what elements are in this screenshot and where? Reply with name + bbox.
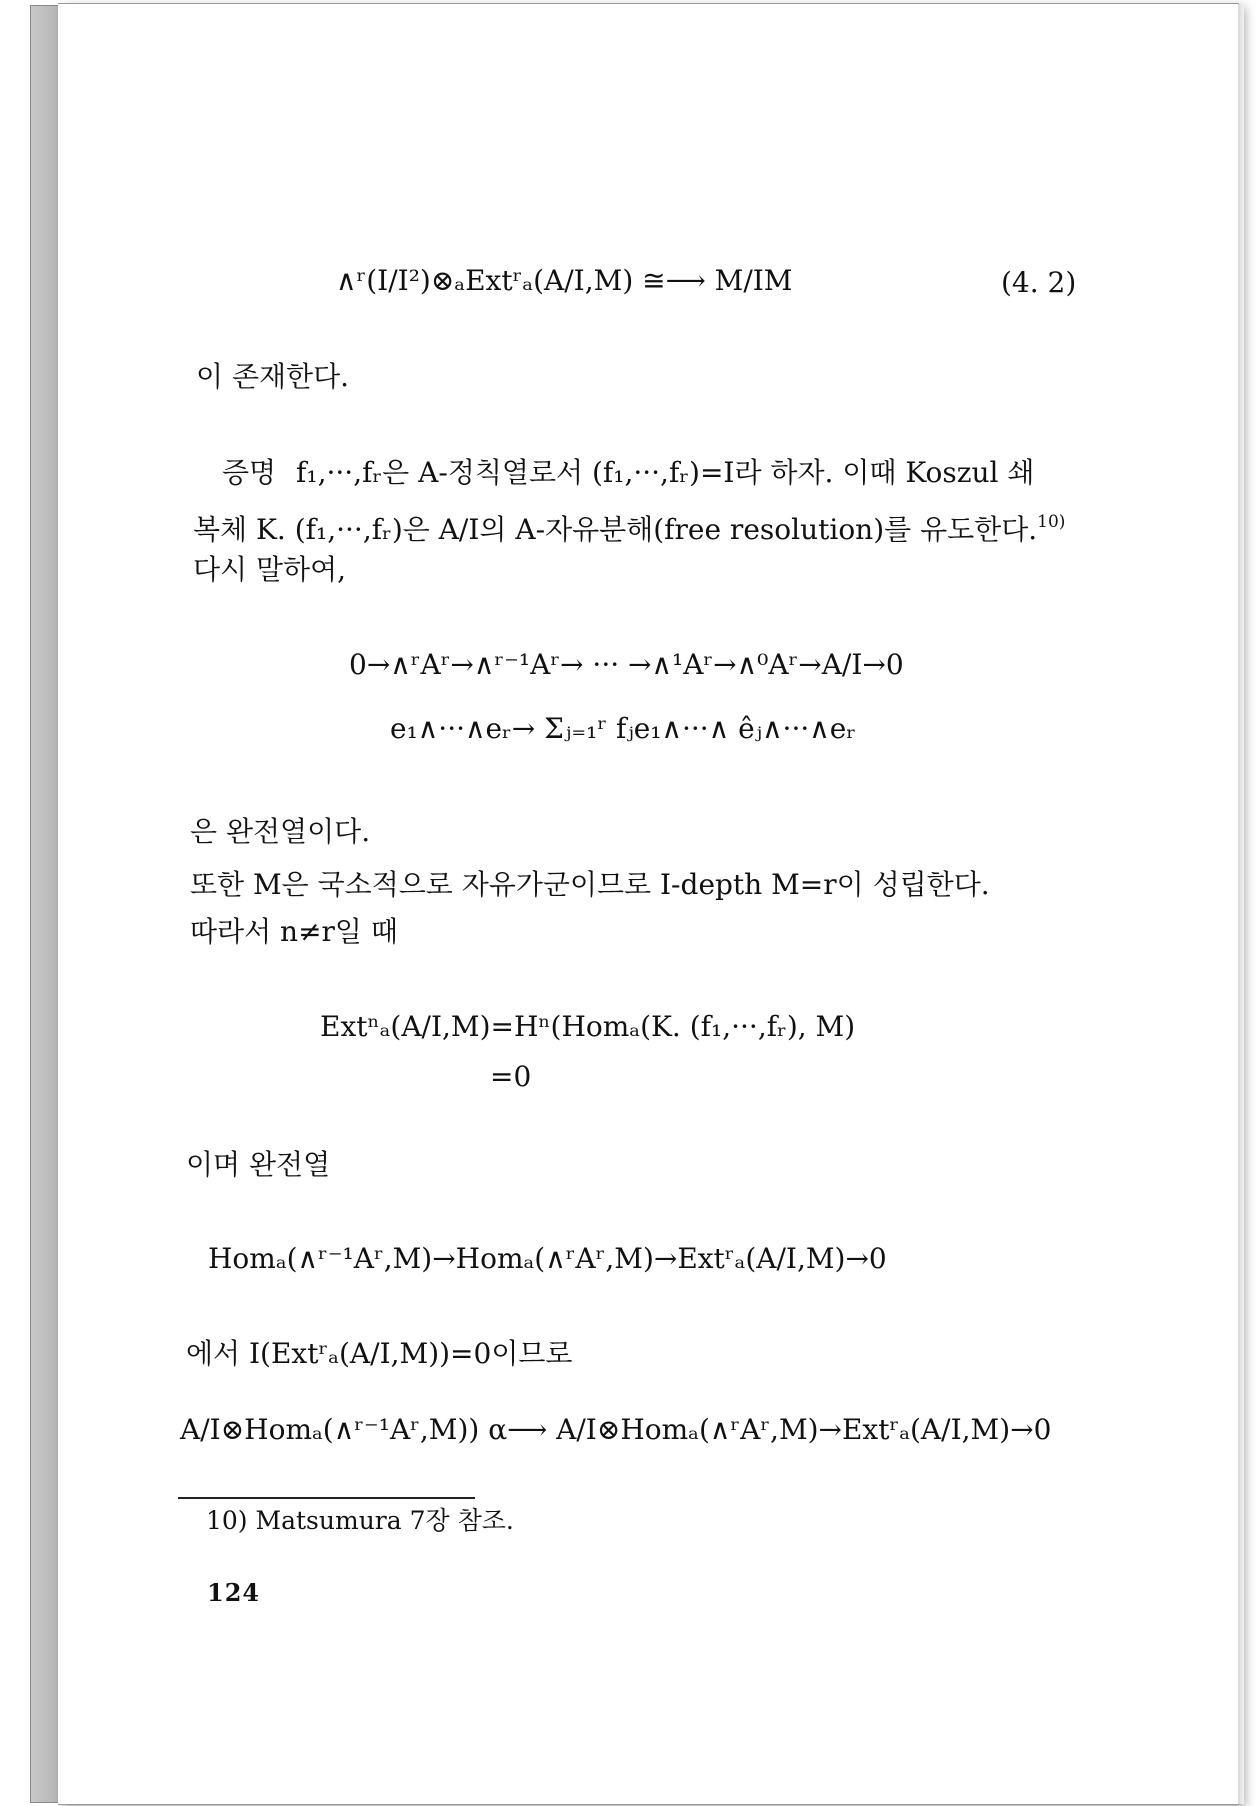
tensor-exact-sequence: A/I⊗Homₐ(∧ʳ⁻¹Aʳ,M)) α⟶ A/I⊗Homₐ(∧ʳAʳ,M)→Extʳₐ(A/I,M)→0 xyxy=(180,1413,1052,1446)
text-exact-seq-intro: 이며 완전열 xyxy=(186,1148,331,1181)
proof-line-2 xyxy=(193,505,1065,547)
footnote-rule xyxy=(178,1497,475,1499)
page-edge xyxy=(1238,4,1244,1804)
ext-equation-line-2: =0 xyxy=(490,1060,532,1093)
proof-line-1: f₁,···,fᵣ은 A-정칙열로서 (f₁,···,fᵣ)=I라 하자. 이때 Koszul 쇄 xyxy=(296,456,1035,489)
book-spine xyxy=(30,5,60,1803)
equation-number: (4. 2) xyxy=(1001,266,1077,299)
footnote-text: 10) Matsumura 7장 참조. xyxy=(206,1506,514,1535)
proof-label: 증명 xyxy=(222,456,277,489)
koszul-complex-line-1: 0→∧ʳAʳ→∧ʳ⁻¹Aʳ→ ··· →∧¹Aʳ→∧⁰Aʳ→A/I→0 xyxy=(349,648,904,681)
page-number: 124 xyxy=(207,1578,261,1607)
footnote-marker: 10) xyxy=(1037,512,1066,532)
proof-line-2-text: 복체 K. (f₁,···,fᵣ)은 A/I의 A-자유분해(free resolution)를 유도한다. xyxy=(193,513,1038,546)
hom-exact-sequence: Homₐ(∧ʳ⁻¹Aʳ,M)→Homₐ(∧ʳAʳ,M)→Extʳₐ(A/I,M)→0 xyxy=(208,1242,887,1275)
text-line-exists: 이 존재한다. xyxy=(196,360,350,393)
equation-4-2: ∧ʳ(I/I²)⊗ₐExtʳₐ(A/I,M) ≅⟶ M/IM xyxy=(336,264,793,297)
text-since: 에서 I(Extʳₐ(A/I,M))=0이므로 xyxy=(186,1337,573,1370)
ext-equation-line-1: Extⁿₐ(A/I,M)=Hⁿ(Homₐ(K. (f₁,···,fᵣ), M) xyxy=(320,1010,856,1043)
text-therefore: 따라서 n≠r일 때 xyxy=(190,915,398,948)
text-locally-free: 또한 M은 국소적으로 자유가군이므로 I-depth M=r이 성립한다. xyxy=(190,868,990,901)
text-exact-sequence: 은 완전열이다. xyxy=(190,815,371,848)
proof-line-3: 다시 말하여, xyxy=(193,553,347,586)
koszul-complex-line-2: e₁∧···∧eᵣ→ Σⱼ₌₁ʳ fⱼe₁∧···∧ êⱼ∧···∧eᵣ xyxy=(390,712,857,745)
